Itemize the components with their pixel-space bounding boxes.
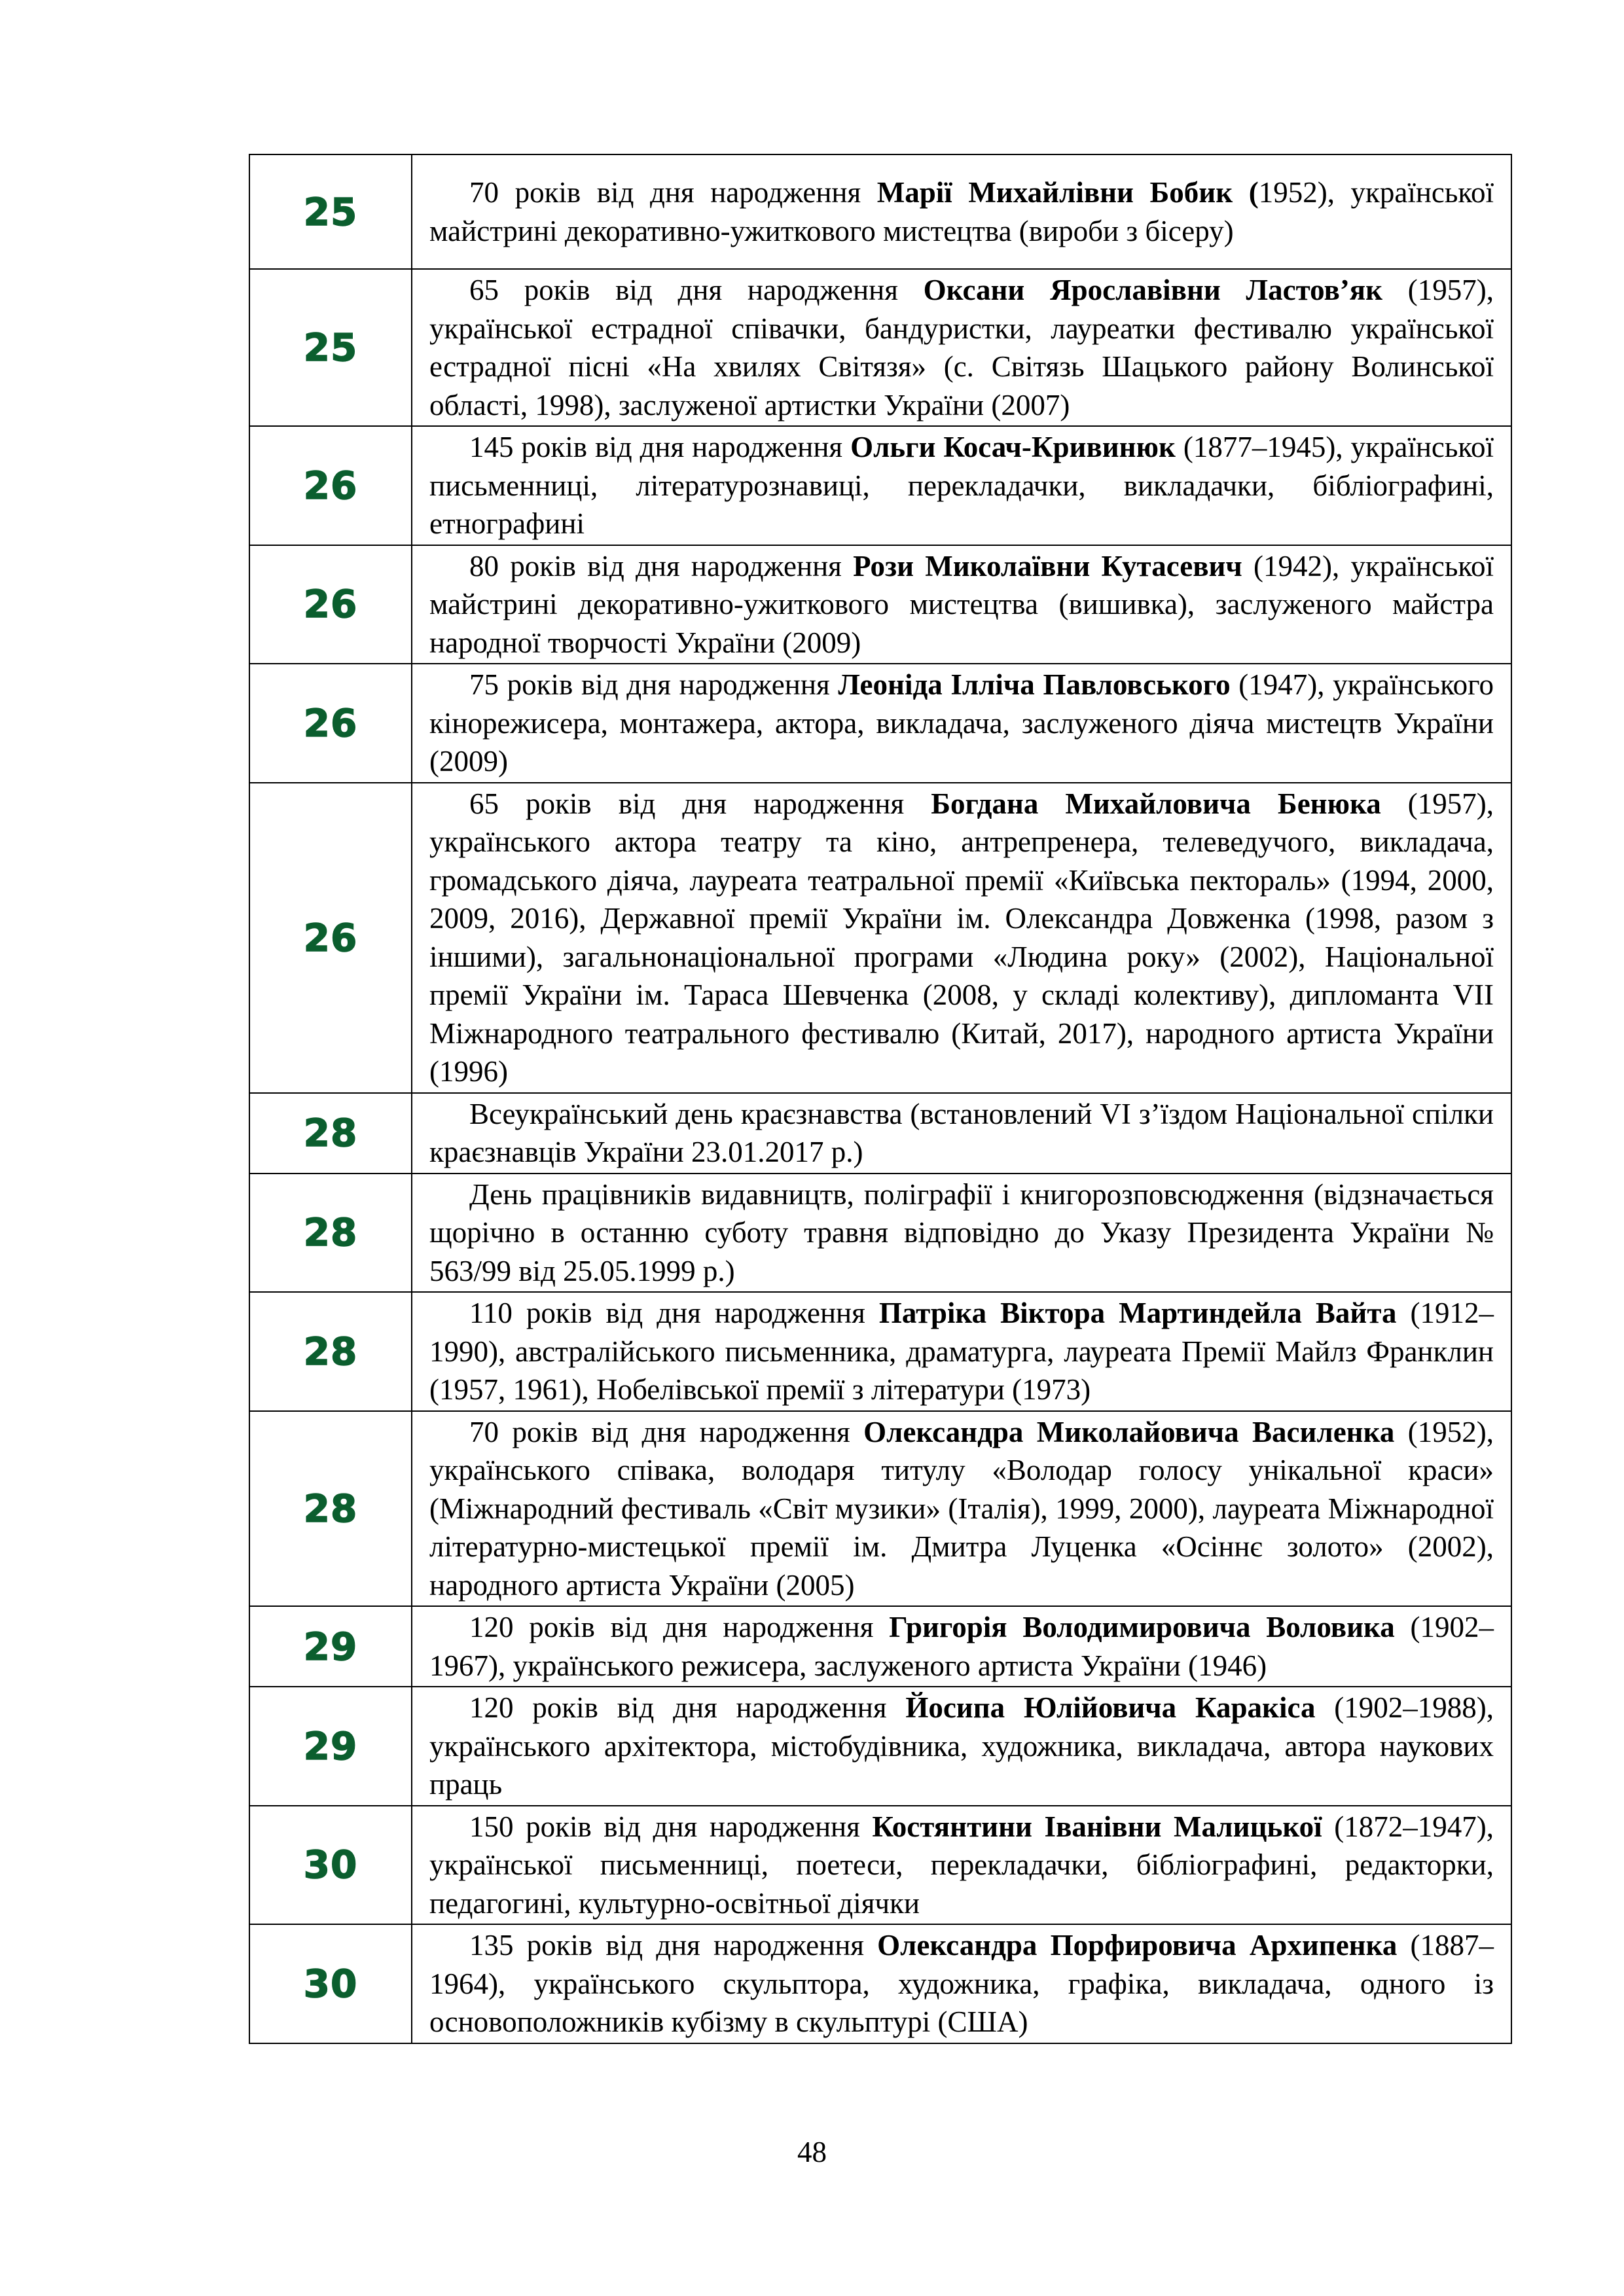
day-cell: 26 (249, 664, 412, 783)
event-cell (412, 1606, 1511, 1687)
event-cell (412, 1806, 1511, 1925)
calendar-table (249, 154, 1512, 2044)
calendar-table-body (249, 154, 1511, 2043)
table-row (249, 269, 1511, 426)
event-cell (412, 1687, 1511, 1806)
event-text-tail: (1872–1947), української письменниці, поетеси, перекладачки, бібліографині, редакторки, педагогині, культурно-освітньої діячки (429, 1810, 1494, 1920)
table-row (249, 1924, 1511, 2043)
event-text-tail: (1902–1967), українського режисера, заслуженого артиста України (1946) (429, 1611, 1494, 1682)
table-row (249, 1411, 1511, 1607)
person-name: Богдана Михайловича Бенюка (931, 787, 1381, 820)
table-row (249, 545, 1511, 664)
event-text-tail: (1957), українського актора театру та кіно, антрепренера, телеведучого, викладача, громадського діяча, лауреата театральної премії «Київська пектораль» (1994, 2000, 2009, 2016), Державної премії України ім. Олександра Довженка (1998, разом з іншими), загальнонаціональної програми «Людина року» (2002), Національної премії України ім. Тараса Шевченка (2008, у складі колективу), дипломанта VII Міжнародного театрального фестивалю (Китай, 2017), народного артиста України (1996) (429, 787, 1494, 1088)
event-text-tail: (1957), української естрадної співачки, бандуристки, лауреатки фестивалю української естрадної пісні «На хвилях Світязя» (с. Світязь Шацького району Волинської області, 1998), заслуженої артистки України (2007) (429, 274, 1494, 422)
person-name: Леоніда Ілліча Павловського (838, 668, 1231, 701)
event-cell (412, 664, 1511, 783)
person-name: Ольги Косач-Кривинюк (850, 431, 1176, 463)
event-cell (412, 426, 1511, 545)
event-text-lead: 135 років від дня народження (469, 1929, 878, 1962)
person-name: Патріка Віктора Мартиндейла Вайта (878, 1297, 1397, 1329)
day-cell: 25 (249, 269, 412, 426)
event-text-lead: Всеукраїнський день краєзнавства (встановлений VI з’їздом Національної спілки краєзнавців України 23.01.2017 р.) (429, 1097, 1494, 1168)
event-text-tail: (1942), української майстрині декоративно-ужиткового мистецтва (вишивка), заслуженого майстра народної творчості України (2009) (429, 549, 1494, 659)
event-text-lead: 80 років від дня народження (469, 549, 854, 583)
table-row (249, 426, 1511, 545)
event-text-tail: (1947), українського кінорежисера, монтажера, актора, викладача, заслуженого діяча мистецтв України (2009) (429, 668, 1494, 778)
event-cell (412, 1174, 1511, 1293)
day-cell: 28 (249, 1174, 412, 1293)
person-name: Олександра Миколайовича Василенка (863, 1415, 1395, 1448)
person-name: Йосипа Юлійовича Каракіса (905, 1691, 1316, 1724)
event-cell (412, 783, 1511, 1093)
event-cell (412, 1924, 1511, 2043)
table-row (249, 1806, 1511, 1925)
day-cell: 28 (249, 1093, 412, 1174)
event-text-lead: 145 років від дня народження (469, 431, 851, 463)
day-cell: 28 (249, 1292, 412, 1411)
event-text-tail: (1877–1945), української письменниці, літературознавиці, перекладачки, викладачки, бібліографині, етнографині (429, 431, 1494, 540)
person-name: Марії Михайлівни Бобик ( (876, 176, 1259, 209)
person-name: Рози Миколаївни Кутасевич (853, 549, 1242, 583)
day-cell: 25 (249, 154, 412, 269)
day-cell: 26 (249, 783, 412, 1093)
person-name: Олександра Порфировича Архипенка (877, 1929, 1398, 1962)
person-name: Оксани Ярославівни Ластов’як (923, 274, 1383, 306)
event-text-lead: 120 років від дня народження (469, 1611, 890, 1643)
event-text-lead: 70 років від дня народження (469, 176, 877, 209)
table-row (249, 1687, 1511, 1806)
event-text-lead: 75 років від дня народження (469, 668, 839, 701)
day-cell: 30 (249, 1806, 412, 1925)
event-text-tail: (1887–1964), українського скульптора, художника, графіка, викладача, одного із основоположників кубізму в скульптурі (США) (429, 1929, 1494, 2038)
event-text-lead: 110 років від дня народження (469, 1297, 879, 1329)
day-cell: 29 (249, 1687, 412, 1806)
page-number: 48 (797, 2136, 827, 2168)
event-text-lead: 65 років від дня народження (469, 787, 931, 820)
day-cell: 26 (249, 426, 412, 545)
event-cell (412, 269, 1511, 426)
event-text-lead: 65 років від дня народження (469, 274, 924, 306)
event-cell (412, 1292, 1511, 1411)
day-cell: 30 (249, 1924, 412, 2043)
event-text-tail: (1952), українського співака, володаря титулу «Володар голосу унікальної краси» (Міжнародний фестиваль «Світ музики» (Італія), 1999, 2000), лауреата Міжнародної літературно-мистецької премії ім. Дмитра Луценка «Осіннє золото» (2002), народного артиста України (2005) (429, 1415, 1494, 1602)
event-text-lead: 150 років від дня народження (469, 1810, 873, 1843)
person-name: Костянтини Іванівни Малицької (872, 1810, 1322, 1843)
table-row (249, 1292, 1511, 1411)
table-row (249, 783, 1511, 1093)
event-cell (412, 1411, 1511, 1607)
table-row (249, 154, 1511, 269)
table-row (249, 664, 1511, 783)
event-text-lead: 70 років від дня народження (469, 1415, 864, 1448)
event-cell (412, 1093, 1511, 1174)
event-cell (412, 545, 1511, 664)
day-cell: 29 (249, 1606, 412, 1687)
table-row (249, 1606, 1511, 1687)
event-text-lead: 120 років від дня народження (469, 1691, 906, 1724)
event-text-lead: День працівників видавництв, поліграфії і книгорозповсюдження (відзначається щорічно в останню суботу травня відповідно до Указу Президента України № 563/99 від 25.05.1999 р.) (429, 1177, 1494, 1287)
day-cell: 28 (249, 1411, 412, 1607)
person-name: Григорія Володимировича Воловика (889, 1611, 1395, 1643)
event-text-tail: (1912–1990), австралійського письменника, драматурга, лауреата Премії Майлз Франклин (1957, 1961), Нобелівської премії з літератури (1973) (429, 1297, 1494, 1406)
event-text-tail: 1952), української майстрині декоративно-ужиткового мистецтва (вироби з бісеру) (429, 176, 1494, 247)
table-row (249, 1093, 1511, 1174)
event-cell (412, 154, 1511, 269)
event-text-tail: (1902–1988), українського архітектора, містобудівника, художника, викладача, автора наукових праць (429, 1691, 1494, 1801)
table-row (249, 1174, 1511, 1293)
day-cell: 26 (249, 545, 412, 664)
